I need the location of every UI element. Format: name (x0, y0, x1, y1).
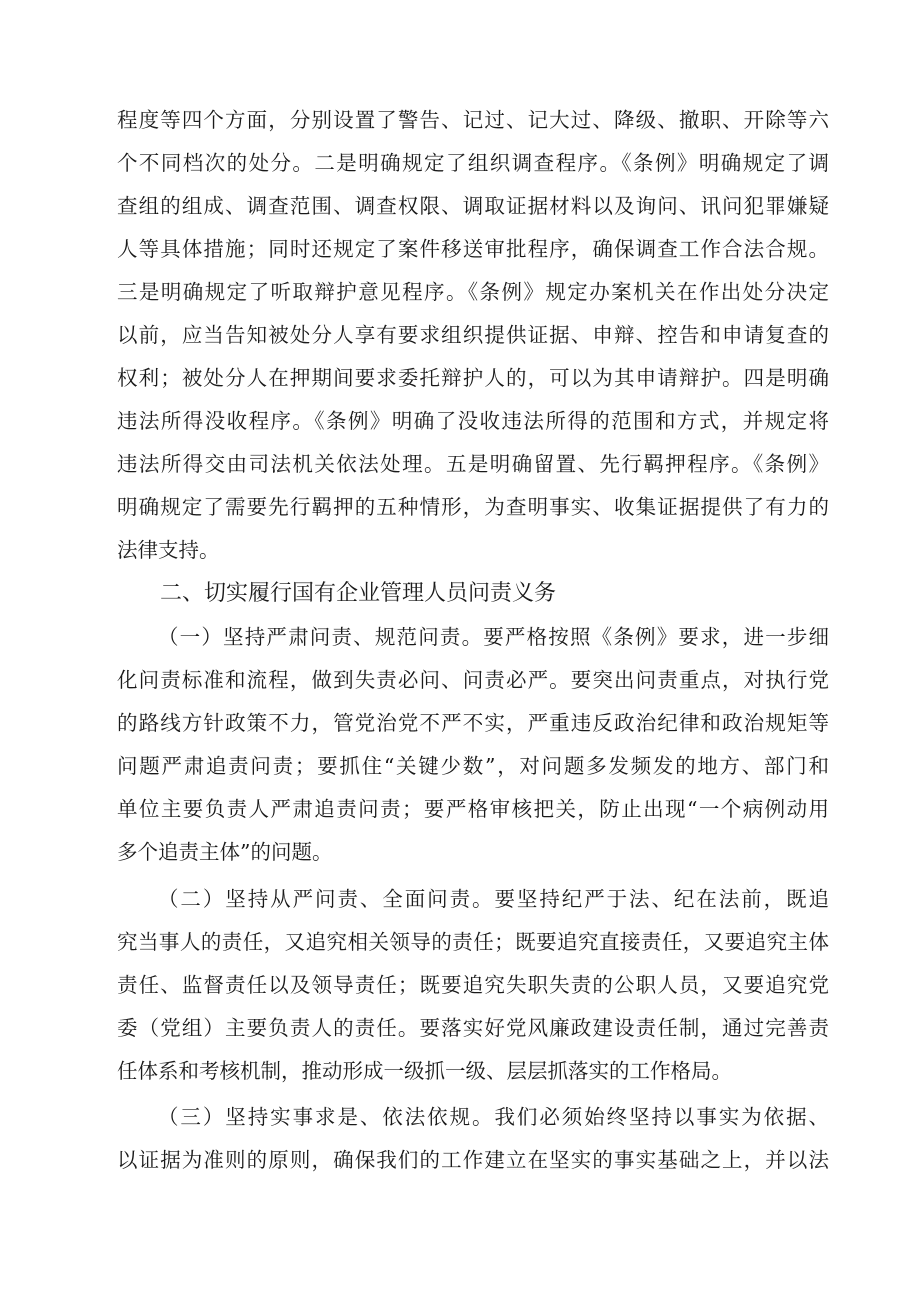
section-heading: 二、切实履行国有企业管理人员问责义务 (160, 581, 557, 606)
text-line: 法律支持。 (117, 538, 220, 562)
text-line: 单位主要负责人严肃追责问责；要严格审核把关，防止出现“一个病例动用 (117, 797, 829, 821)
text-line: 究当事人的责任，又追究相关领导的责任；既要追究直接责任，又要追究主体 (117, 930, 829, 954)
text-line: 违法所得没收程序。《条例》明确了没收违法所得的范围和方式，并规定将 (117, 409, 829, 433)
text-line: 的路线方针政策不力，管党治党不严不实，严重违反政治纪律和政治规矩等 (117, 711, 829, 735)
text-line: 明确规定了需要先行羁押的五种情形，为查明事实、收集证据提供了有力的 (117, 495, 829, 519)
text-line: 委（党组）主要负责人的责任。要落实好党风廉政建设责任制，通过完善责 (117, 1016, 829, 1040)
text-line: （三）坚持实事求是、依法依规。我们必须始终坚持以事实为依据、 (158, 1105, 829, 1129)
text-line: 以证据为准则的原则，确保我们的工作建立在坚实的事实基础之上，并以法 (117, 1148, 829, 1172)
text-line: 程度等四个方面，分别设置了警告、记过、记大过、降级、撤职、开除等六 (117, 108, 829, 132)
text-line: 任体系和考核机制，推动形成一级抓一级、层层抓落实的工作格局。 (117, 1059, 732, 1083)
text-line: 人等具体措施；同时还规定了案件移送审批程序，确保调查工作合法合规。 (117, 237, 829, 261)
text-line: 责任、监督责任以及领导责任；既要追究失职失责的公职人员，又要追究党 (117, 973, 829, 997)
text-line: 以前，应当告知被处分人享有要求组织提供证据、申辩、控告和申请复查的 (117, 323, 829, 347)
text-line: 查组的组成、调查范围、调查权限、调取证据材料以及询问、讯问犯罪嫌疑 (117, 194, 829, 218)
text-line: 权利；被处分人在押期间要求委托辩护人的，可以为其申请辩护。四是明确 (117, 366, 829, 390)
text-line: 化问责标准和流程，做到失责必问、问责必严。要突出问责重点，对执行党 (117, 668, 829, 692)
text-line: （一）坚持严肃问责、规范问责。要严格按照《条例》要求，进一步细 (158, 625, 829, 649)
text-line: 多个追责主体”的问题。 (117, 840, 333, 864)
text-line: 问题严肃追责问责；要抓住“关键少数”，对问题多发频发的地方、部门和 (117, 754, 829, 778)
text-line: 违法所得交由司法机关依法处理。五是明确留置、先行羁押程序。《条例》 (117, 452, 829, 476)
text-line: （二）坚持从严问责、全面问责。要坚持纪严于法、纪在法前，既追 (158, 887, 829, 911)
text-line: 个不同档次的处分。二是明确规定了组织调查程序。《条例》明确规定了调 (117, 151, 829, 175)
text-line: 三是明确规定了听取辩护意见程序。《条例》规定办案机关在作出处分决定 (117, 280, 829, 304)
